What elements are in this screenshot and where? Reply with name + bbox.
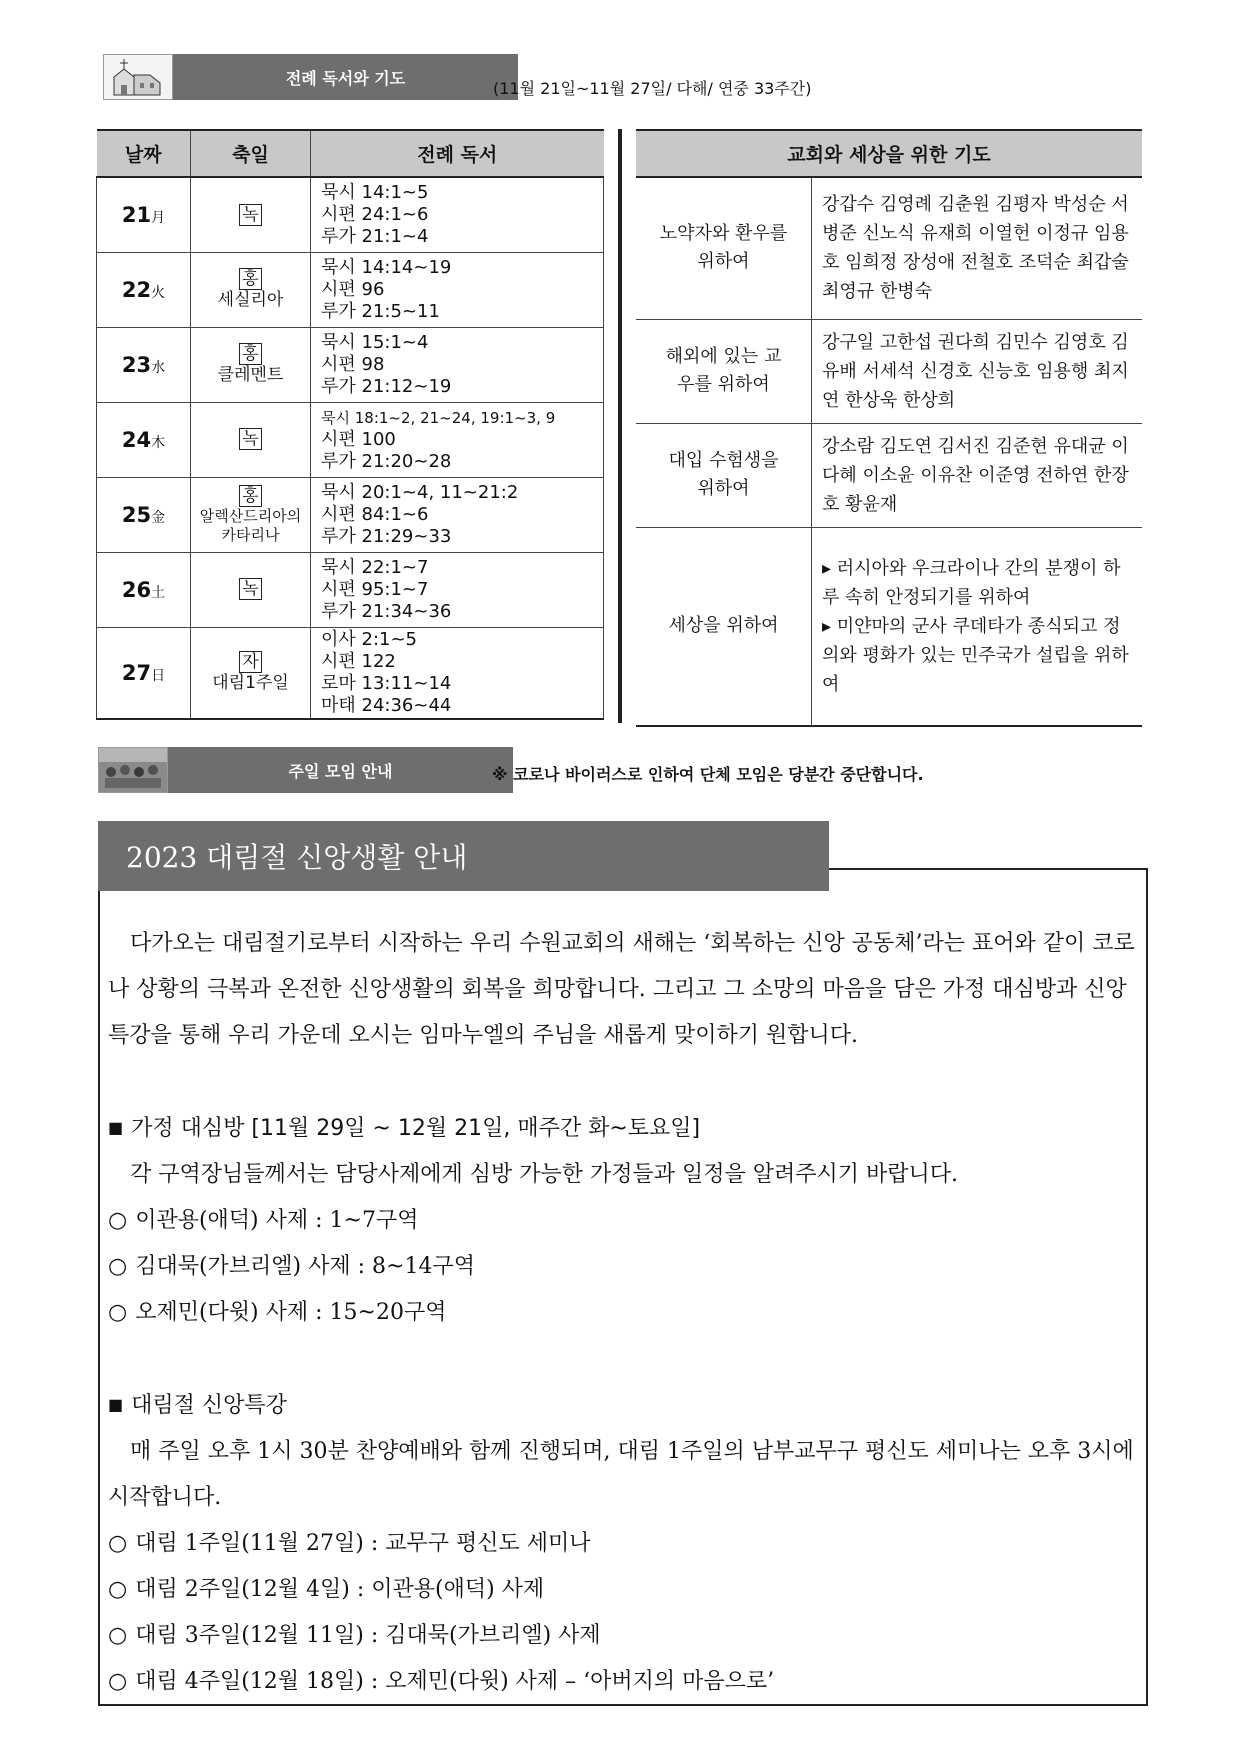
feast-name: 대림1주일 xyxy=(212,673,289,694)
prayer-label: 해외에 있는 교우를 위하여 xyxy=(665,346,782,395)
visit-text: 각 구역장님들께서는 담당사제에게 심방 가능한 가정들과 일정을 알려주시기 바랍니다. xyxy=(130,1162,959,1187)
reading: 시편 98 xyxy=(321,353,385,375)
table-row xyxy=(636,423,1142,527)
col-header-feast: 축일 xyxy=(191,130,311,177)
prayer-label: 노약자와 환우를 위하여 xyxy=(659,223,788,273)
prayer-world-items xyxy=(812,527,1143,726)
section-title: 주일 모임 안내 xyxy=(168,747,513,793)
lecture-text: 매 주일 오후 1시 30분 찬양예배와 함께 진행되며, 대림 1주일의 남부교무구 평신도 세미나는 오후 3시에 시작합니다. xyxy=(108,1439,1134,1510)
reading: 시편 95:1~7 xyxy=(321,578,429,600)
reading: 로마 13:11~14 xyxy=(321,672,452,694)
church-icon xyxy=(103,54,173,100)
table-row xyxy=(97,627,604,719)
feast-cell xyxy=(191,252,311,327)
readings-cell xyxy=(311,252,604,327)
circle-bullet-icon: ○ xyxy=(108,1531,128,1556)
list-item xyxy=(108,1290,1138,1336)
day-of-week: 日 xyxy=(151,667,166,684)
list-item xyxy=(108,1659,1138,1705)
reading: 묵시 20:1~4, 11~21:2 xyxy=(321,481,519,503)
day-number: 27 xyxy=(121,660,152,685)
list-item-text: 이관용(애덕) 사제 : 1~7구역 xyxy=(135,1208,419,1233)
readings-cell xyxy=(311,402,604,477)
reading: 루가 21:5~11 xyxy=(321,300,440,322)
list-item xyxy=(108,1567,1138,1613)
readings-cell xyxy=(311,327,604,402)
prayer-names: 강소람 김도연 김서진 김준현 유대균 이다혜 이소윤 이유찬 이준영 전하연 한장호 황윤재 xyxy=(812,423,1143,527)
table-row xyxy=(97,402,604,477)
liturgical-color-mark: 녹 xyxy=(239,204,261,226)
prayer-label: 대입 수험생을 위하여 xyxy=(668,450,779,499)
section-header-liturgy xyxy=(103,54,518,100)
liturgical-color-mark: 홍 xyxy=(239,268,261,290)
section-title: 전례 독서와 기도 xyxy=(173,54,518,100)
table-header-row xyxy=(636,130,1142,177)
circle-bullet-icon: ○ xyxy=(108,1254,128,1279)
table-row xyxy=(97,177,604,252)
day-of-week: 火 xyxy=(151,284,166,301)
date-cell xyxy=(97,402,191,477)
section-header-sunday-meeting xyxy=(98,747,513,793)
reading: 묵시 22:1~7 xyxy=(321,556,429,578)
reading: 시편 100 xyxy=(321,428,396,450)
feast-name: 클레멘트 xyxy=(217,365,284,385)
list-item-text: 대림 4주일(12월 18일) : 오제민(다윗) 사제 – ‘아버지의 마음으로’ xyxy=(135,1669,775,1694)
lecture-heading xyxy=(108,1382,1138,1429)
prayer-names: 강갑수 김영례 김춘원 김평자 박성순 서병준 신노식 유재희 이열헌 이정규 임용호 임희정 장성애 전철호 조덕순 최갑술 최영규 한병숙 xyxy=(812,177,1143,319)
liturgical-color-mark: 녹 xyxy=(239,428,261,450)
prayer-item: ▸ 미얀마의 군사 쿠데타가 종식되고 정의와 평화가 있는 민주국가 설립을 위하여 xyxy=(822,615,1129,695)
prayer-table xyxy=(636,129,1142,727)
col-header-date: 날짜 xyxy=(97,130,191,177)
feast-cell xyxy=(191,327,311,402)
day-of-week: 木 xyxy=(151,434,166,451)
list-item-text: 오제민(다윗) 사제 : 15~20구역 xyxy=(135,1300,447,1325)
list-item xyxy=(108,1244,1138,1290)
table-row xyxy=(97,477,604,552)
day-number: 22 xyxy=(121,277,152,302)
readings-cell xyxy=(311,627,604,719)
circle-bullet-icon: ○ xyxy=(108,1669,128,1694)
reading: 시편 24:1~6 xyxy=(321,203,429,225)
square-bullet-icon: ■ xyxy=(108,1395,124,1414)
reading: 루가 21:1~4 xyxy=(321,225,429,247)
day-number: 24 xyxy=(121,427,152,452)
reading: 마태 24:36~44 xyxy=(321,694,452,716)
reading: 시편 96 xyxy=(321,278,385,300)
date-cell xyxy=(97,327,191,402)
circle-bullet-icon: ○ xyxy=(108,1623,128,1648)
table-row xyxy=(97,252,604,327)
reading: 묵시 14:14~19 xyxy=(321,256,452,278)
list-item xyxy=(108,1198,1138,1244)
column-divider xyxy=(618,129,622,723)
liturgical-color-mark: 홍 xyxy=(239,343,261,365)
date-cell xyxy=(97,552,191,627)
table-row xyxy=(636,177,1142,319)
day-number: 23 xyxy=(121,352,152,377)
day-of-week: 土 xyxy=(151,584,166,601)
reading: 루가 21:34~36 xyxy=(321,600,452,622)
readings-cell xyxy=(311,477,604,552)
circle-bullet-icon: ○ xyxy=(108,1577,128,1602)
prayer-header: 교회와 세상을 위한 기도 xyxy=(636,130,1142,177)
list-item xyxy=(108,1613,1138,1659)
meeting-photo-icon xyxy=(98,747,168,793)
reading: 시편 122 xyxy=(321,650,396,672)
visit-heading-text: 가정 대심방 [11월 29일 ~ 12월 21일, 매주간 화~토요일] xyxy=(131,1116,701,1141)
table-row xyxy=(97,327,604,402)
advent-intro: 다가오는 대림절기로부터 시작하는 우리 수원교회의 새해는 ‘회복하는 신앙 공동체’라는 표어와 같이 코로나 상황의 극복과 온전한 신앙생활의 회복을 희망합니다. 그리고 그 소망의 마음을 담은 가정 대심방과 신앙특강을 통해 우리 가운데 오시는 임마누엘의 주님을 새롭게 맞이하기 원합니다. xyxy=(108,931,1135,1048)
readings-cell xyxy=(311,177,604,252)
day-number: 25 xyxy=(121,502,152,527)
prayer-item: ▸ 러시아와 우크라이나 간의 분쟁이 하루 속히 안정되기를 위하여 xyxy=(822,557,1121,608)
prayer-category xyxy=(636,527,812,726)
prayer-category xyxy=(636,423,812,527)
advent-title: 2023 대림절 신앙생활 안내 xyxy=(98,821,829,891)
feast-cell xyxy=(191,402,311,477)
date-cell xyxy=(97,252,191,327)
feast-name: 세실리아 xyxy=(217,290,284,310)
readings-cell xyxy=(311,552,604,627)
reading: 묵시 14:1~5 xyxy=(321,181,429,203)
list-item-text: 김대묵(가브리엘) 사제 : 8~14구역 xyxy=(135,1254,475,1279)
lecture-heading-text: 대림절 신앙특강 xyxy=(131,1393,287,1418)
reading: 루가 21:29~33 xyxy=(321,525,452,547)
date-cell xyxy=(97,627,191,719)
prayer-category xyxy=(636,177,812,319)
liturgical-color-mark: 홍 xyxy=(239,485,261,507)
list-item-text: 대림 2주일(12월 4일) : 이관용(애덕) 사제 xyxy=(135,1577,545,1602)
table-row xyxy=(97,552,604,627)
reading: 묵시 18:1~2, 21~24, 19:1~3, 9 xyxy=(321,408,556,427)
square-bullet-icon: ■ xyxy=(108,1118,124,1137)
list-item xyxy=(108,1521,1138,1567)
col-header-readings: 전례 독서 xyxy=(311,130,604,177)
prayer-label: 세상을 위하여 xyxy=(668,615,779,637)
week-info: (11월 21일~11월 27일/ 다해/ 연중 33주간) xyxy=(493,79,812,98)
circle-bullet-icon: ○ xyxy=(108,1208,128,1233)
day-number: 26 xyxy=(121,577,152,602)
date-cell xyxy=(97,177,191,252)
feast-name: 알렉산드리아의 카타리나 xyxy=(199,506,302,544)
day-number: 21 xyxy=(121,202,152,227)
circle-bullet-icon: ○ xyxy=(108,1300,128,1325)
reading: 시편 84:1~6 xyxy=(321,503,429,525)
liturgical-color-mark: 자 xyxy=(239,651,261,673)
visit-heading xyxy=(108,1105,1138,1152)
reading: 루가 21:12~19 xyxy=(321,375,452,397)
feast-cell xyxy=(191,627,311,719)
day-of-week: 水 xyxy=(151,359,166,376)
advent-content xyxy=(108,921,1138,1705)
prayer-category xyxy=(636,319,812,423)
table-row xyxy=(636,319,1142,423)
feast-cell xyxy=(191,552,311,627)
reading: 묵시 15:1~4 xyxy=(321,331,429,353)
date-cell xyxy=(97,477,191,552)
feast-cell xyxy=(191,477,311,552)
prayer-names: 강구일 고한섭 권다희 김민수 김영호 김유배 서세석 신경호 신능호 임용행 최지연 한상욱 한상희 xyxy=(812,319,1143,423)
covid-notice: ※ 코로나 바이러스로 인하여 단체 모임은 당분간 중단합니다. xyxy=(492,765,924,784)
day-of-week: 金 xyxy=(151,509,166,526)
reading: 루가 21:20~28 xyxy=(321,450,452,472)
feast-cell xyxy=(191,177,311,252)
reading: 이사 2:1~5 xyxy=(321,628,418,650)
table-row xyxy=(636,527,1142,726)
list-item-text: 대림 1주일(11월 27일) : 교무구 평신도 세미나 xyxy=(135,1531,591,1556)
liturgical-color-mark: 녹 xyxy=(239,578,261,600)
day-of-week: 月 xyxy=(151,209,166,226)
list-item-text: 대림 3주일(12월 11일) : 김대묵(가브리엘) 사제 xyxy=(135,1623,601,1648)
table-header-row xyxy=(97,130,604,177)
liturgy-table xyxy=(96,129,604,720)
